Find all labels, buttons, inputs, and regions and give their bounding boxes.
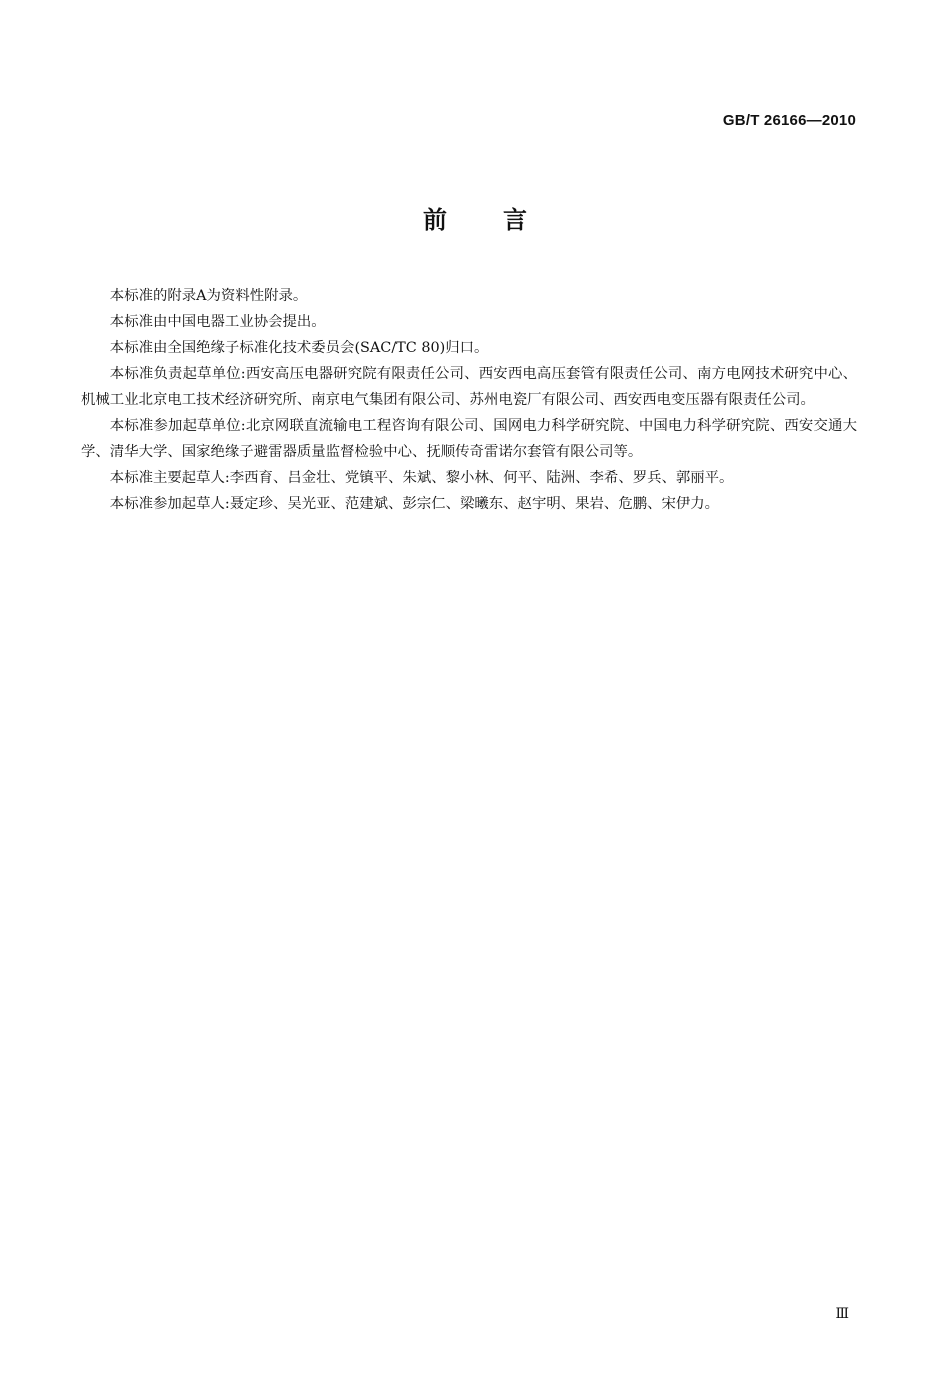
paragraph-participating-drafters: 本标准参加起草人:聂定珍、吴光亚、范建斌、彭宗仁、梁曦东、赵宇明、果岩、危鹏、宋伊力。 bbox=[109, 496, 720, 512]
page-title: 前言 bbox=[423, 206, 583, 234]
page-number: Ⅲ bbox=[835, 1306, 848, 1322]
paragraph-committee: 本标准由全国绝缘子标准化技术委员会(SAC/TC 80)归口。 bbox=[109, 340, 489, 356]
paragraph-main-drafters: 本标准主要起草人:李西育、吕金壮、党镇平、朱斌、黎小林、何平、陆洲、李希、罗兵、郭丽平。 bbox=[109, 470, 734, 486]
paragraph-proposer: 本标准由中国电器工业协会提出。 bbox=[109, 314, 326, 330]
standard-code: GB/T 26166—2010 bbox=[722, 112, 856, 129]
paragraph-participating-units: 本标准参加起草单位:北京网联直流输电工程咨询有限公司、国网电力科学研究院、中国电力科学研究院、西安交通大学、清华大学、国家绝缘子避雷器质量监督检验中心、抚顺传奇雷诺尔套管有限公司等。 bbox=[81, 418, 857, 460]
paragraph-lead-drafters: 本标准负责起草单位:西安高压电器研究院有限责任公司、西安西电高压套管有限责任公司、南方电网技术研究中心、机械工业北京电工技术经济研究所、南京电气集团有限公司、苏州电瓷厂有限公司、西安西电变压器有限责任公司。 bbox=[81, 366, 857, 408]
foreword-body bbox=[81, 283, 857, 517]
paragraph-appendix: 本标准的附录A为资料性附录。 bbox=[109, 288, 308, 304]
